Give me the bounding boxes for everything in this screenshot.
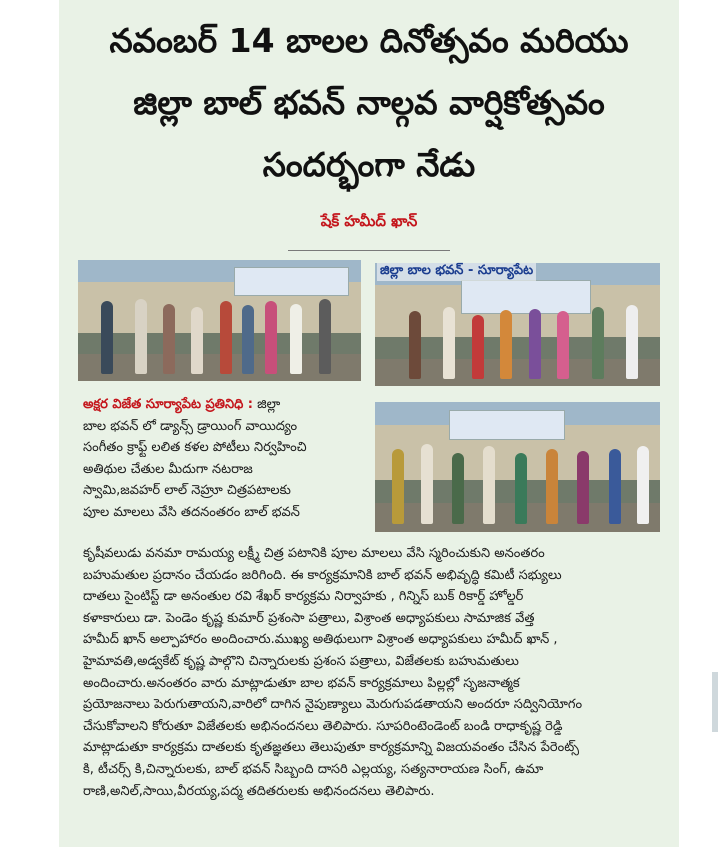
article-line: ప్రయోజనాలు పెరుగుతాయని,వారిలో దాగిన నైపుణ్యాలు మెరుగుపడతాయని అందరూ సద్వినియోగం	[83, 697, 583, 713]
article-line: కృషీవలుడు వనమా రామయ్య లక్ష్మీ చిత్ర పటానికి పూల మాలలు వేసి స్మరించుకుని అనంతరం	[83, 546, 545, 561]
scrollbar-thumb[interactable]	[712, 672, 718, 732]
headline-line-3: సందర్భంగా నేడు	[262, 145, 476, 184]
article-line: చేసుకోవాలని కోరుతూ విజేతలకు అభినందనలు తెలిపారు. సూపరింటెండెంట్ బండి రాధాకృష్ణ రెడ్డి	[83, 718, 563, 734]
headline-line-2: జిల్లా బాల్ భవన్ నాల్గవ వార్షికోత్సవం	[133, 83, 605, 122]
article-line: కి, టీచర్స్ కి,చిన్నారులకు, బాల్ భవన్ సిబ్బంది దాసరి ఎల్లయ్య, సత్యనారాయణ సింగ్, ఉమా	[83, 761, 544, 777]
photo-banner-text: జిల్లా బాల భవన్ - సూర్యాపేట	[377, 263, 536, 281]
article-line: అతిథుల చేతుల మీదుగా నటరాజ	[83, 461, 253, 477]
event-photo-2	[375, 263, 660, 386]
article-line: పూల మాలలు వేసి తదనంతరం బాల్ భవన్	[83, 504, 300, 520]
article-body-wide	[83, 543, 665, 802]
article-line: హమీద్ ఖాన్ అల్పాహారం అందించారు.ముఖ్య అతిథులుగా విశ్రాంత అధ్యాపకులు హమీద్ ఖాన్ ,	[83, 632, 558, 648]
article-line: కళాకారులు డా. పెండెం కృష్ణ కుమార్ ప్రశంసా పత్రాలు, విశ్రాంత అధ్యాపకులు సామాజిక వేత్త	[83, 610, 535, 626]
article-line: సంగీతం క్రాఫ్ట్ లలిత కళల పోటీలు నిర్వహించి	[83, 440, 307, 456]
article-body-narrow	[83, 394, 368, 524]
article-line: రాణి,అనిల్,సాయి,వీరయ్య,పద్మ తదితరులకు అభినందనలు తెలిపారు.	[83, 783, 435, 799]
article-line: మాట్లాడుతూ కార్యక్రమ దాతలకు కృతజ్ఞతలు తెలుపుతూ కార్యక్రమాన్ని విజయవంతం చేసిన పేరెంట్స్	[83, 740, 579, 756]
article-line: దాతలు సైంటిస్ట్ డా అనంతుల రవి శేఖర్ కార్యక్రమ నిర్వాహకు , గిన్నిస్ బుక్ రికార్డ్ హోల్డర్	[83, 589, 524, 605]
article-line: బహుమతుల ప్రదానం చేయడం జరిగింది. ఈ కార్యక్రమానికి బాల్ భవన్ అభివృద్ధి కమిటీ సభ్యులు	[83, 567, 562, 583]
article-line: అందించారు.అనంతరం వారు మాట్లాడుతూ బాల భవన్ కార్యక్రమాలు పిల్లల్లో సృజనాత్మక	[83, 675, 520, 691]
article-line: అక్షర విజేత సూర్యాపేట ప్రతినిధి : జిల్లా	[83, 397, 281, 412]
headline-line-1: నవంబర్ 14 బాలల దినోత్సవం మరియు	[109, 21, 629, 60]
event-photo-1	[78, 260, 361, 381]
headline	[59, 10, 679, 196]
byline: షేక్ హమీద్ ఖాన్	[320, 212, 418, 230]
article-line: హైమావతి,అడ్వకేట్ కృష్ణ పాల్గొని చిన్నారులకు ప్రశంస పత్రాలు, విజేతలకు బహుమతులు	[83, 653, 519, 669]
dateline: అక్షర విజేత సూర్యాపేట ప్రతినిధి :	[83, 397, 253, 412]
article-line: బాల భవన్ లో డ్యాన్స్ డ్రాయింగ్ వాయిద్యం	[83, 418, 298, 434]
byline-underline	[288, 250, 450, 251]
article-line: స్వామి,జవహర్ లాల్ నెహ్రూ చిత్రపటాలకు	[83, 483, 291, 499]
event-photo-3	[375, 402, 660, 532]
